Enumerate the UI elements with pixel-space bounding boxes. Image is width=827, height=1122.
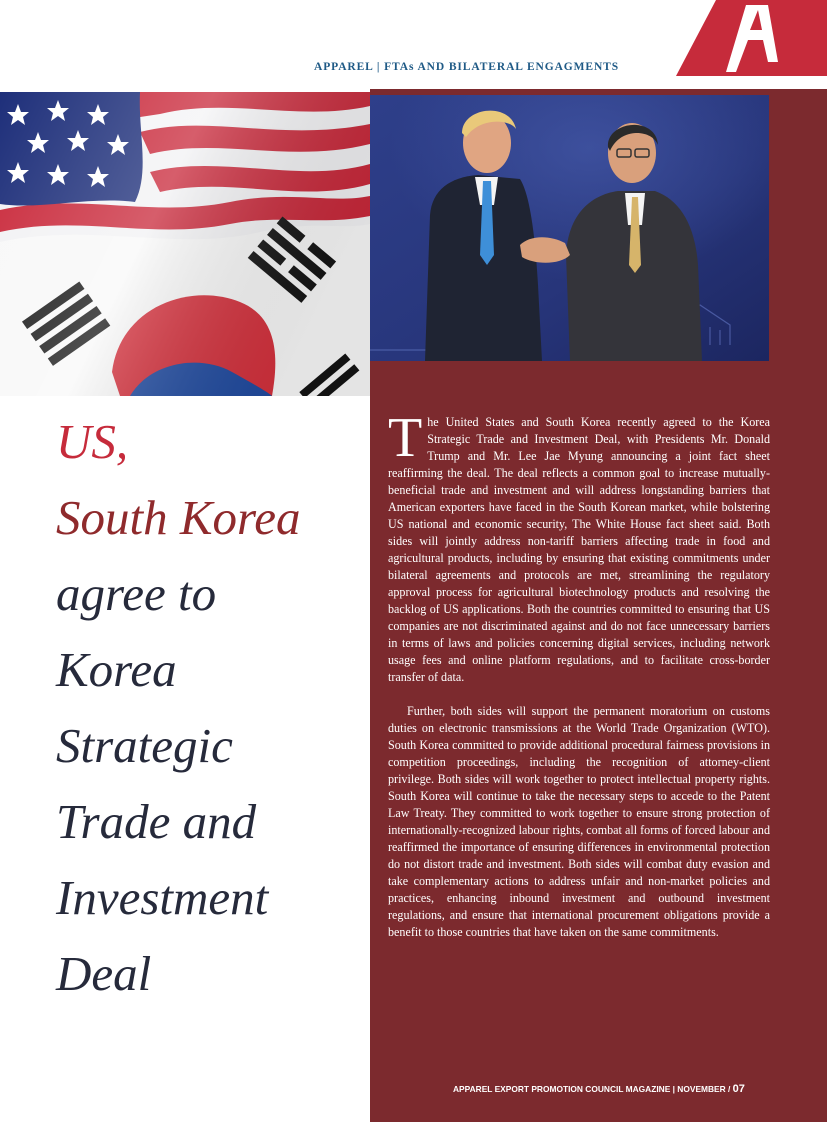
headline-line: Investment [56, 870, 269, 925]
page-footer [453, 1083, 745, 1095]
flags-image [0, 92, 370, 396]
section-header: APPAREL | FTAs AND BILATERAL ENGAGMENTS [314, 61, 620, 73]
headline-line: South Korea [56, 490, 301, 545]
footer-text: APPAREL EXPORT PROMOTION COUNCIL MAGAZINE | NOVEMBER / [453, 1084, 733, 1094]
headline-line: US, [56, 414, 129, 469]
aepc-logo-mark [676, 0, 827, 76]
headline-line: Korea [56, 642, 177, 697]
article-body [388, 407, 770, 941]
article-headline [56, 404, 376, 1012]
handshake-photo [370, 95, 769, 361]
headline-line: Strategic [56, 718, 233, 773]
paragraph [388, 407, 770, 686]
paragraph: Further, both sides will support the permanent moratorium on customs duties on electronic transmissions at the World Trade Organization (WTO). South Korea committed to provide additional procedural fairness provisions in competition proceedings, including the recognition of attorney-client privilege. Both sides will work together to protect intellectual property rights. South Korea will continue to take the necessary steps to accede to the Patent Law Treaty. They committed to work together to ensure strong protection of internationally-recognized labour rights, combat all forms of forced labour and reaffirmed the importance of ensuring differences in environmental protection do not distort trade and investment. Both sides will combat duty evasion and take complementary actions to address unfair and non-market policies and practices, enhancing inbound investment and outbound investment regulations, and ensure that international procurement obligations provide a benefit to those countries that have taken on the same commitments. [388, 704, 770, 939]
page-number: 07 [732, 1083, 745, 1095]
paragraph-text: he United States and South Korea recently agreed to the Korea Strategic Trade and Investment Deal, with Presidents Mr. Donald Trump and Mr. Lee Jae Myung announcing a joint fact sheet reaffirming the deal. The deal reflects a common goal to increase mutually-beneficial trade and investment and will address longstanding barriers that American exporters have faced in the South Korean market, while bolstering US national and economic security, The White House fact sheet said. Both sides will jointly address non-tariff barriers affecting trade in food and agricultural products, including by ensuring that existing commitments under bilateral agreements and protocols are met, streamlining the regulatory approval process for agricultural biotechnology products and resolving the backlog of US applications. Both the countries committed to ensuring that US companies are not discriminated against and do not face unnecessary barriers in terms of laws and policies concerning digital services, including network usage fees and online platform regulations, and to facilitate cross-border transfer of data. [388, 415, 770, 684]
headline-line: Deal [56, 946, 152, 1001]
drop-cap: T [388, 407, 423, 469]
headline-line: agree to [56, 566, 217, 621]
headline-line: Trade and [56, 794, 257, 849]
